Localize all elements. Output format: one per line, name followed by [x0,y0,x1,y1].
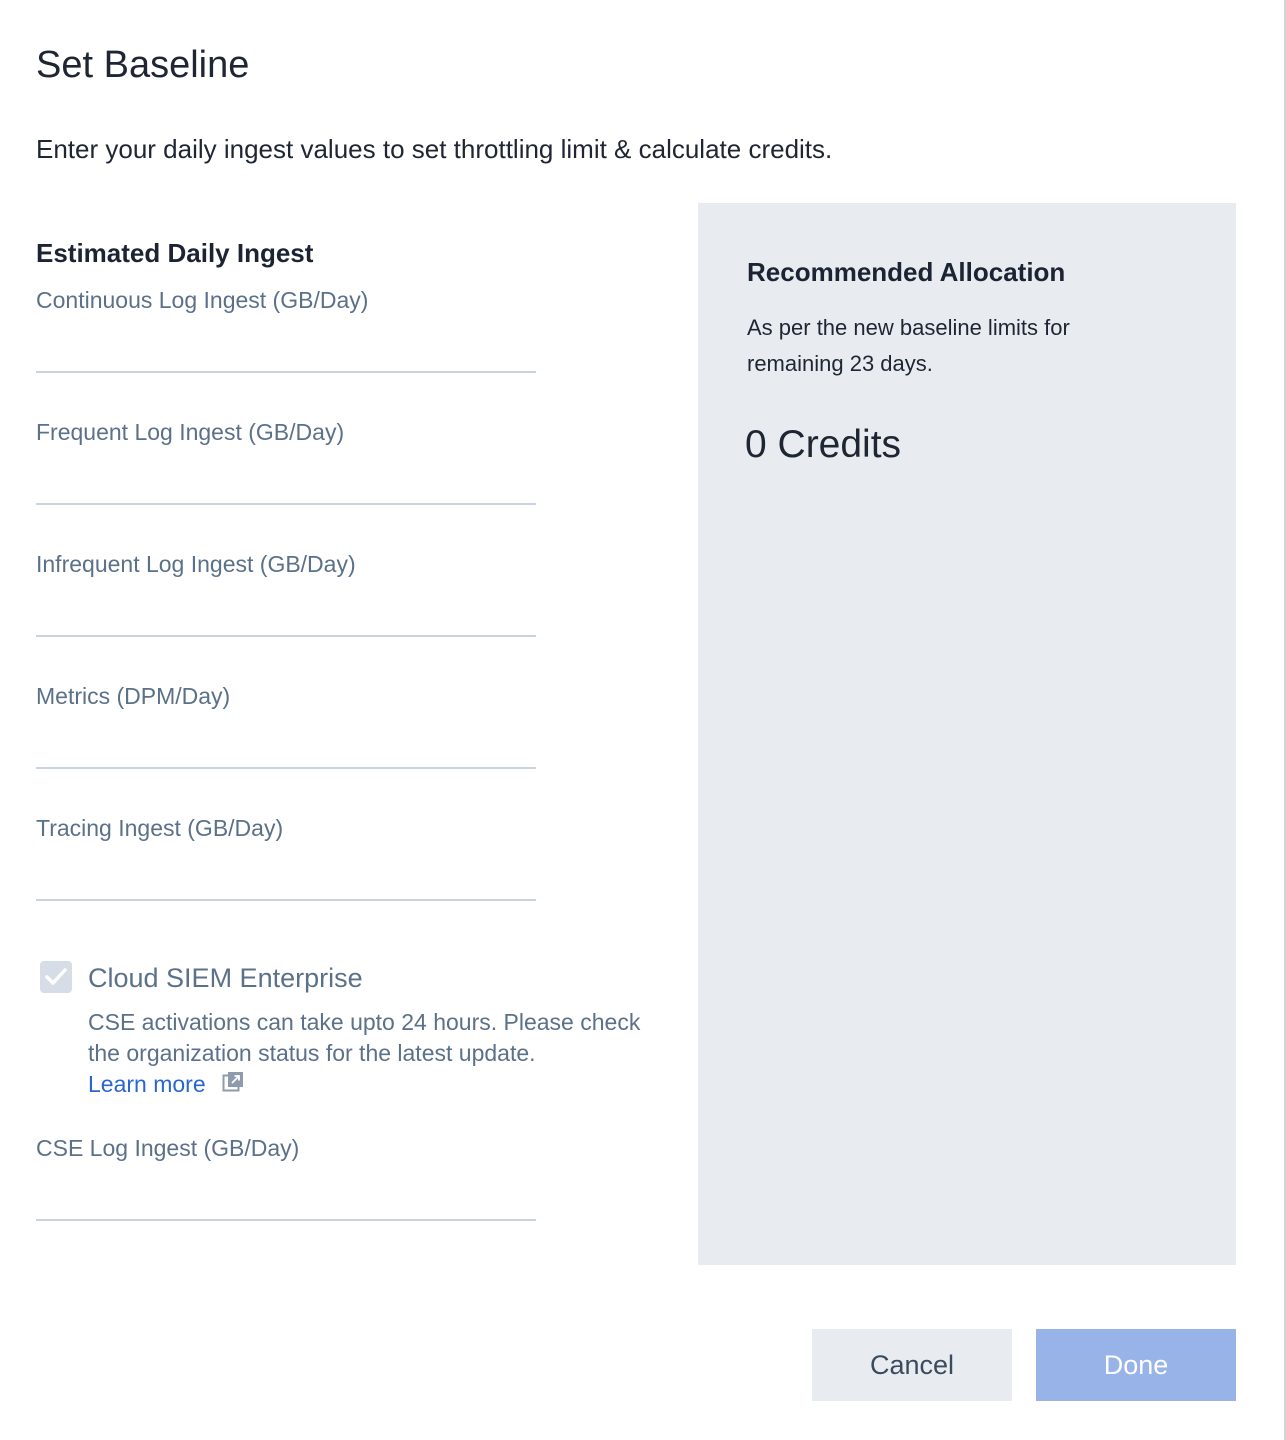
field-underline [36,767,536,769]
cloud-siem-enterprise-option [36,941,656,1135]
frequent-log-ingest-input[interactable] [36,455,536,499]
cloud-siem-checkbox[interactable] [40,961,72,993]
cse-log-ingest-input[interactable] [36,1171,536,1215]
continuous-log-ingest-field [36,287,536,419]
estimated-daily-ingest-heading: Estimated Daily Ingest [36,238,314,268]
field-underline [36,1219,536,1221]
metrics-field [36,683,536,815]
cse-log-ingest-field [36,1135,536,1267]
infrequent-log-ingest-label: Infrequent Log Ingest (GB/Day) [36,551,356,577]
cse-description: CSE activations can take upto 24 hours. Please check the organization status for the latest update. [88,1009,641,1066]
tracing-ingest-label: Tracing Ingest (GB/Day) [36,815,284,841]
learn-more-link[interactable]: Learn more [88,1071,206,1097]
metrics-label: Metrics (DPM/Day) [36,683,231,709]
check-icon [45,967,67,987]
infrequent-log-ingest-input[interactable] [36,587,536,631]
dialog-title: Set Baseline [36,44,250,86]
external-link-icon[interactable] [222,1071,244,1093]
done-button[interactable]: Done [1036,1329,1236,1401]
field-underline [36,371,536,373]
recommended-allocation-panel [698,203,1236,1265]
cancel-button[interactable]: Cancel [812,1329,1012,1401]
infrequent-log-ingest-field [36,551,536,683]
field-underline [36,899,536,901]
field-underline [36,503,536,505]
tracing-ingest-input[interactable] [36,851,536,895]
metrics-input[interactable] [36,719,536,763]
cse-log-ingest-label: CSE Log Ingest (GB/Day) [36,1135,300,1161]
credits-value: 0 Credits [745,423,902,466]
frequent-log-ingest-label: Frequent Log Ingest (GB/Day) [36,419,345,445]
ingest-form [36,238,656,1267]
continuous-log-ingest-label: Continuous Log Ingest (GB/Day) [36,287,369,313]
field-underline [36,635,536,637]
recommended-allocation-title: Recommended Allocation [747,257,1066,287]
allocation-description: As per the new baseline limits for remaining 23 days. [747,315,1070,376]
continuous-log-ingest-input[interactable] [36,323,536,367]
frequent-log-ingest-field [36,419,536,551]
cloud-siem-label: Cloud SIEM Enterprise [88,963,363,993]
dialog-subtitle: Enter your daily ingest values to set throttling limit & calculate credits. [36,134,833,164]
tracing-ingest-field [36,815,536,947]
